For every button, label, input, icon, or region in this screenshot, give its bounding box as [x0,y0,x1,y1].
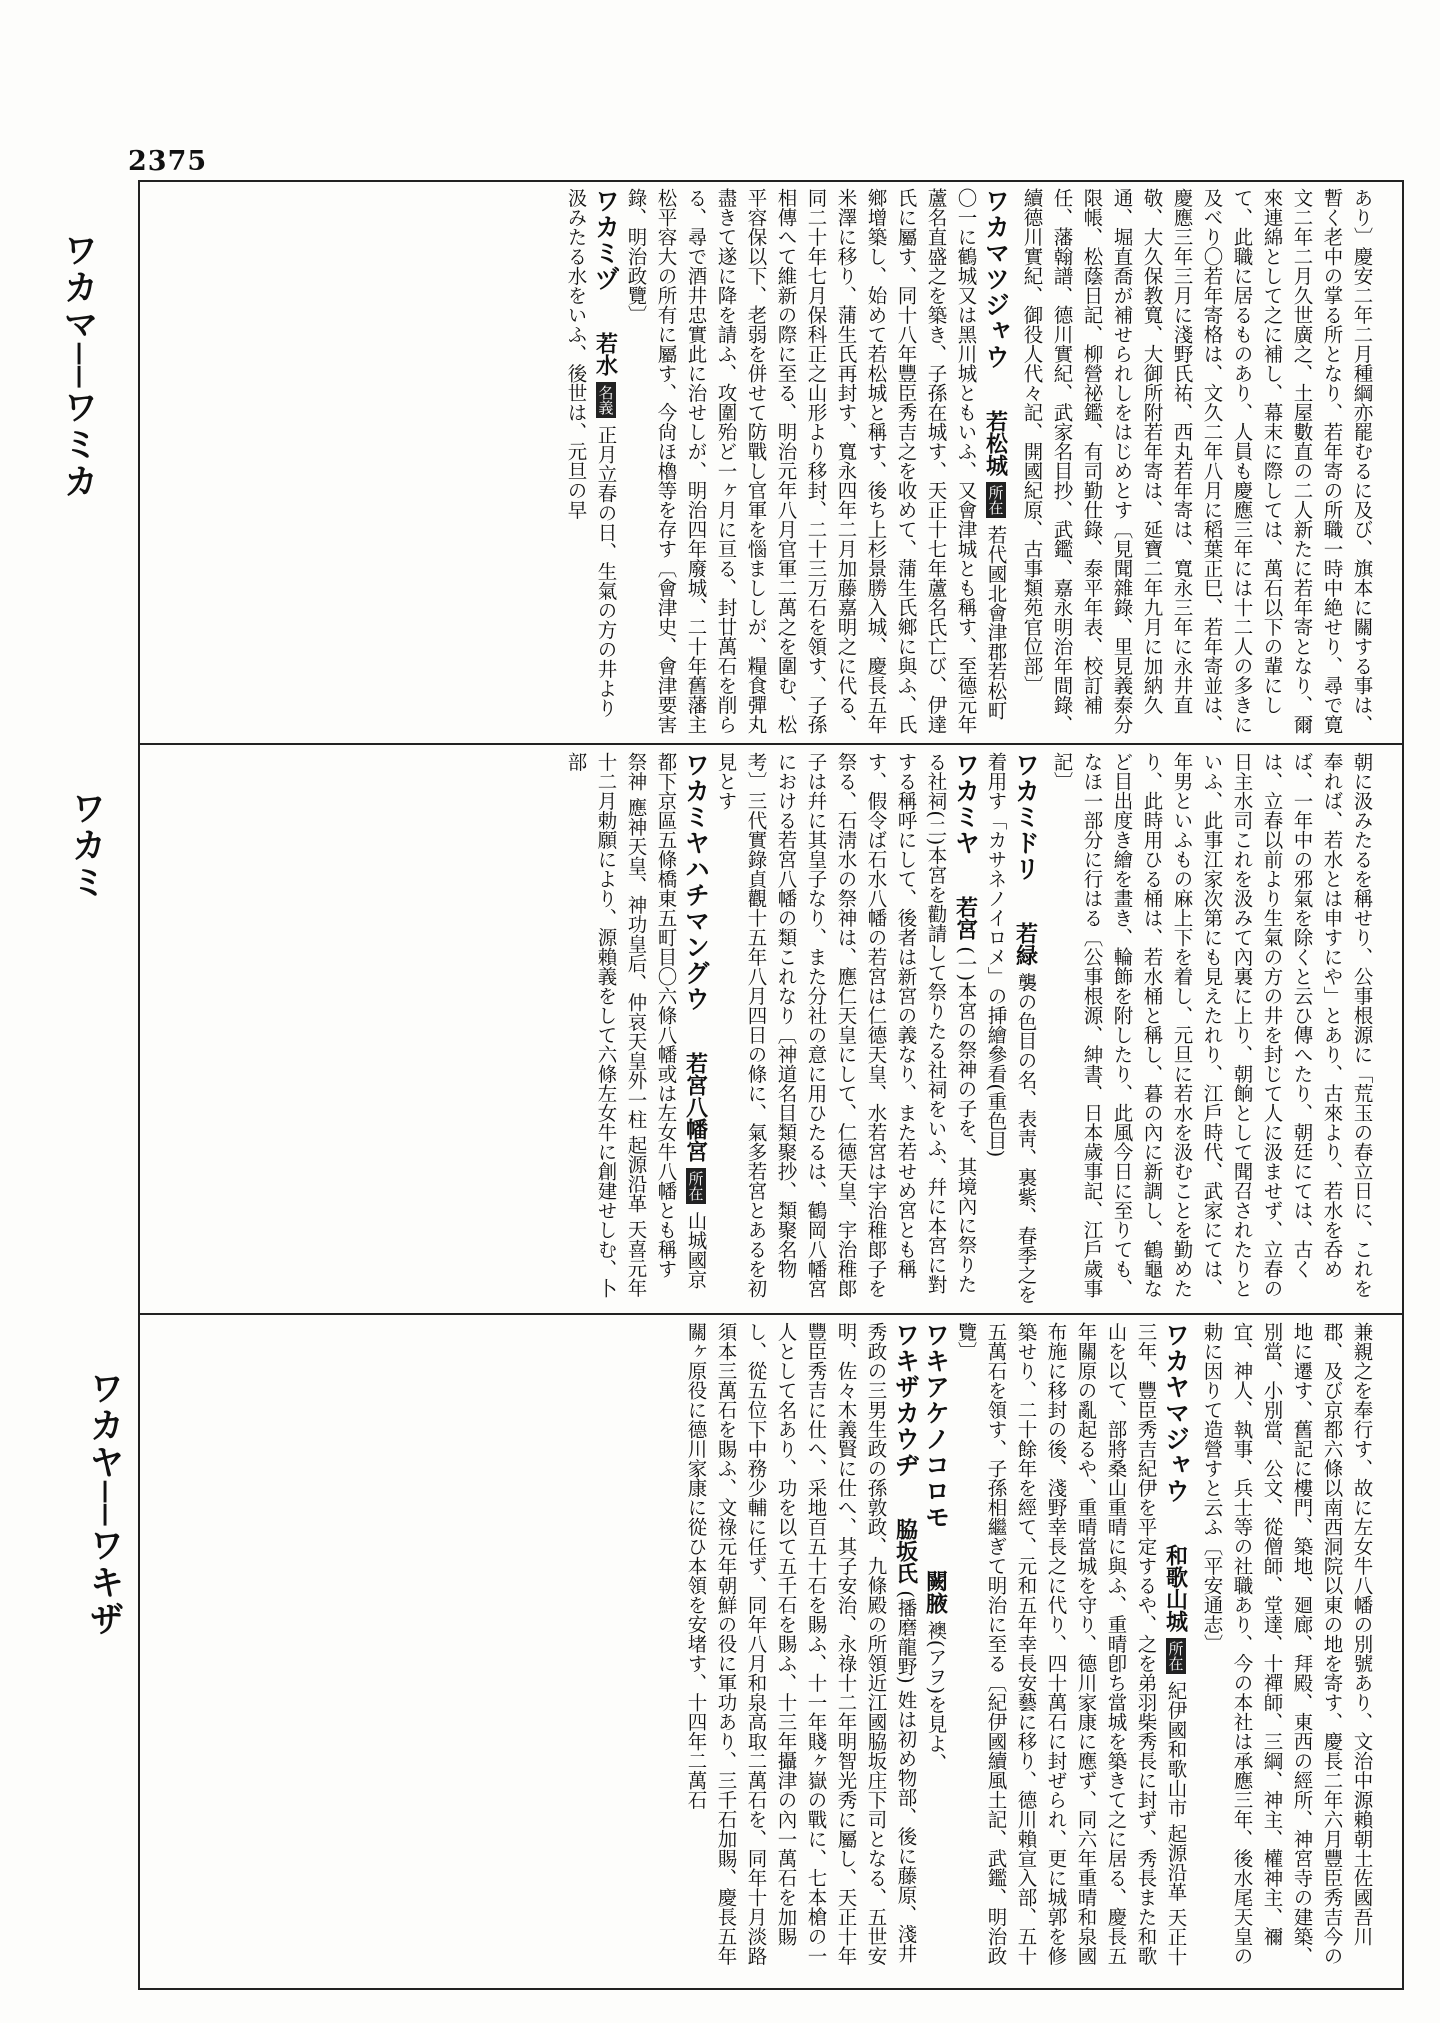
section-middle [146,752,1396,1304]
index-label-top: ワカマ──ワミカ [58,232,98,501]
entry-wakamiya-hachimangu [561,752,711,1304]
entry-kanji: 若松城 [982,410,1009,477]
section-divider-lower [138,1313,1404,1315]
meaning-badge: 名義 [596,382,616,418]
page-number: 2375 [128,146,208,177]
index-label-middle: ワカミ [66,790,106,901]
entry-kanji: 若宮 [952,896,979,941]
entry-heading: ワカミドリ [1011,752,1041,882]
entry-heading: ワカミヤ [951,752,981,856]
entry-wakayama-jou [951,1322,1191,1982]
entry-heading: ワカミヅ [591,188,621,292]
entry-wakizaka-uji [681,1322,921,1982]
entry-text: 紀伊國和歌山市 起源沿革 天正十三年、豐臣秀吉紀伊を平定するや、之を弟羽柴秀長に封ず、秀長また和歌山を以て、部將桑山重晴に與ふ、重晴卽ち當城を築きて之に居る、慶長五年關原の亂起るや、重晴當城を守り、德川家康に應ず、同六年重晴和泉國布施に移封の後、淺野幸長之に代り、四十萬石に封ぜられ、更に城郭を修築せり、二十餘年を經て、元和五年幸長安藝に移り、德川賴宣入部、五十五萬石を領す、子孫相繼ぎて明治に至る〔紀伊國續風土記、武鑑、明治政覽〕 [954,1322,1188,1967]
entry-text: (播磨龍野) 姓は初め物部、後に藤原、淺井秀政の三男生政の孫敦政、九條殿の所領近江國脇坂庄下司となる、五世安明、佐々木義賢に仕へ、其子安治、永祿十二年明智光秀に屬し、天正十年豐臣秀吉に仕へ、采地百五十石を賜ふ、十一年賤ヶ嶽の戰に、七本槍の一人として名あり、功を以て五千石を賜ふ、十三年攝津の內一萬石を加賜し、從五位下中務少輔に任ず、同年八月和泉高取二萬石を、同年十月淡路須本三萬石を賜ふ、文祿元年朝鮮の役に軍功あり、三千石加賜、慶長五年關ヶ原役に德川家康に從ひ本領を安堵す、十四年二萬石 [684,1322,918,1966]
entry-kanji: 和歌山城 [1162,1544,1189,1633]
entry-wakamiya [711,752,981,1304]
entry-text: 襖(アヲ)を見よ、 [924,1620,948,1773]
entry-heading: ワキザカウヂ [891,1322,921,1478]
entry-text: (一)本宮の祭神の子を、其境內に祭りたる社祠(二)本宮を勸請して祭りたる社祠をいふ、幷に本宮に對する稱呼にして、後者は新宮の義なり、また若せめ宮とも稱す、假令ば石水八幡の若宮は仁德天皇、水若宮は宇治稚郞子を祭る、石淸水の祭神は、應仁天皇にして、仁德天皇、宇治稚郞子は幷に其皇子なり、また分社の意に用ひたるは、鶴岡八幡宮における若宮八幡の類これなり〔神道名目類聚抄、類聚名物考〕三代實錄貞觀十五年八月四日の條に、氣多若宮とあるを初見とす [714,752,978,1298]
entry-wakiake-no-koromo [921,1322,951,1982]
section-bottom-lead: 兼親之を奉行す、故に左女牛八幡の別號あり、文治中源賴朝土佐國吾川郡、及び京都六條以南西洞院以東の地を寄す、慶長二年六月豐臣秀吉今の地に遷す、舊記に樓門、築地、廻廊、拜殿、東西の經所、神宮寺の建築、別當、小別當、公文、從僧師、堂達、十禪師、三綱、神主、權神主、禰宜、神人、執事、兵士等の社職あり、今の本社は承應三年、後水尾天皇の勅に因りて造營すと云ふ〔平安通志〕 [1200,1322,1374,1966]
entry-kanji: 脇坂氏 [892,1518,919,1585]
location-badge: 所在 [1166,1638,1186,1674]
location-badge: 所在 [986,482,1006,518]
section-middle-lead: 朝に汲みたるを稱せり、公事根源に「荒玉の春立日に、これを奉れば、若水とは申すにや」とあり、古來より、若水を呑めば、一年中の邪氣を除くと云ひ傳へたり、朝廷にては、古くは、立春以前より生氣の方の井を封じて人に汲ませず、立春の日主水司これを汲みて內裏に上り、朝餉として聞召されたりといふ、此事江家次第にも見えたれり、江戶時代、武家にては、年男といふもの麻上下を着し、元旦に若水を汲むことを勤めたり、此時用ひる桶は、若水桶と稱し、暮の內に新調し、鶴龜など目出度き繪を畫き、輪飾を附したり、此風今日に至りても、なほ一部分に行はる〔公事根源、紳書、日本歲事記、江戶歲事記〕 [1050,752,1374,1298]
location-badge: 所在 [686,1168,706,1204]
section-top-lead: あり〕慶安二年二月種綱亦罷むるに及び、旗本に關する事は、暫く老中の掌る所となり、若年寄の所職一時中絶せり、尋で寛文二年二月久世廣之、土屋數直の二人新たに若年寄となり、爾來連綿として之に補し、幕末に際しては、萬石以下の輩にして、此職に居るものあり、人員も慶應三年には十二人の多きに及べり〇若年寄格は、文久二年八月に稻葉正巳、若年寄並は、慶應三年三月に淺野氏祐、西丸若年寄は、寬永三年に永井直敬、大久保教寬、大御所附若年寄は、延寶二年九月に加納久通、堀直喬が補せられしをはじめとす〔見聞雜錄、里見義泰分限帳、松蔭日記、柳營祕鑑、有司勤仕錄、泰平年表、校訂補任、藩翰譜、德川實紀、武家名目抄、武鑑、嘉永明治年間錄、續德川實紀、御役人代々記、開國紀原、古事類苑官位部〕 [1020,188,1374,734]
section-top [146,188,1396,734]
entry-kanji: 闕腋 [922,1570,949,1615]
entry-text: 正月立春の日、生氣の方の井より汲みたる水をいふ、後世は、元旦の早 [564,188,618,718]
index-label-bottom: ワカヤ──ワキザ [84,1370,124,1639]
entry-heading: ワカヤマジャウ [1161,1322,1191,1504]
entry-text: 襲の色目の名、表靑、裏紫、春季之を着用す「カサネノイロメ」の挿繪參看(重色目) [984,752,1038,1304]
entry-kanji: 若緑 [1012,922,1039,967]
entry-heading: ワカミヤハチマングウ [681,752,711,1012]
entry-heading: ワキアケノコロモ [921,1322,951,1530]
entry-kanji: 若宮八幡宮 [682,1052,709,1163]
entry-wakamizu [561,188,621,734]
section-divider-upper [138,743,1404,745]
entry-text: 若代國北會津郡若松町〇一に鶴城又は黑川城ともいふ、又會津城とも稱す、至德元年蘆名直盛之を築き、子孫在城す、天正十七年蘆名氏亡び、伊達氏に屬す、同十八年豐臣秀吉之を收めて、蒲生氏鄉に與ふ、氏鄉增築し、始めて若松城と稱す、後ち上杉景勝入城、慶長五年米澤に移り、蒲生氏再封す、寬永四年二月加藤嘉明之に代る、同二十年七月保科正之山形より移封、二十三万石を領す、子孫相傳へて維新の際に至る、明治元年八月官軍二萬之を圍む、松平容保以下、老弱を併せて防戰し官軍を惱まししが、糧食彈丸盡きて遂に降を請ふ、攻圍殆ど一ヶ月に亘る、封廿萬石を削らる、尋で酒井忠實此に治せしが、明治四年廢城、二十年舊藩主松平容大の所有に屬す、今尙ほ櫓等を存す〔會津史、會津要害錄、明治政覽〕 [624,188,1008,734]
entry-text: 山城國京都下京區五條橋東五町目〇六條八幡或は左女牛八幡とも稱す 祭神 應神天皇、神功皇后、仲哀天皇外一柱 起源沿革 天喜元年十二月勅願により、源賴義をして六條左女牛に創建せしむ、卜部 [564,752,708,1298]
section-bottom [146,1322,1396,1982]
entry-wakamidori [981,752,1041,1304]
entry-wakamatsu-jou [621,188,1011,734]
entry-kanji: 若水 [592,332,619,377]
entry-heading: ワカマツジャウ [981,188,1011,370]
